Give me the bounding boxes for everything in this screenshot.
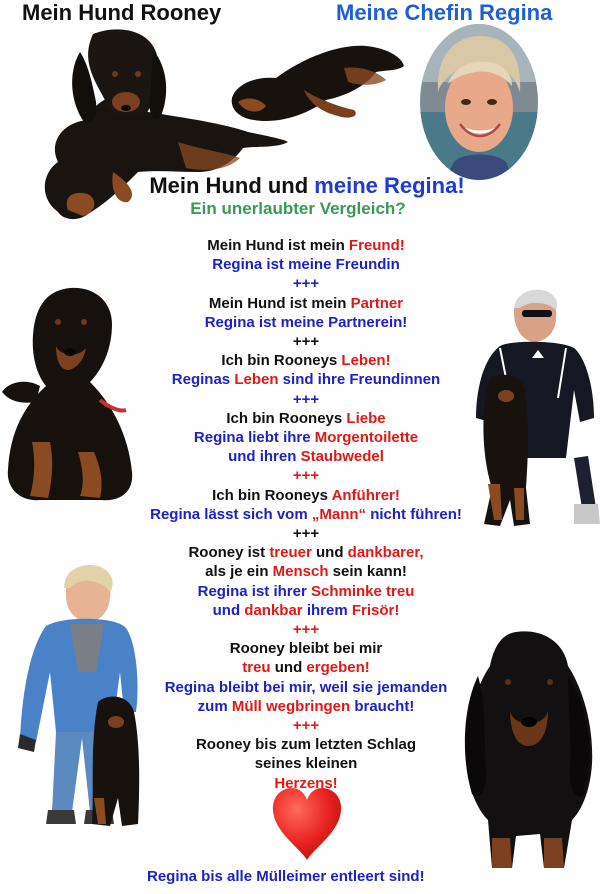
poem-line xyxy=(0,562,600,581)
poem-segment: und xyxy=(212,601,245,619)
poem-segment: +++ xyxy=(292,621,320,639)
poem-segment: Regina ist meine Freundin xyxy=(212,256,400,274)
poem-line xyxy=(0,236,600,255)
poem-segment: sein kann! xyxy=(328,563,407,581)
poem-segment: Liebe xyxy=(346,409,386,427)
poem-line xyxy=(0,658,600,677)
poem-segment: dankbar xyxy=(244,601,303,619)
poem-line xyxy=(0,486,600,505)
poem-segment: Rooney bleibt bei mir xyxy=(229,640,383,658)
poem-segment: Regina lässt sich vom xyxy=(150,505,312,523)
poem-segment: und xyxy=(311,544,348,562)
poem-segment: Ich bin Rooneys xyxy=(226,409,347,427)
poem-segment: Leben xyxy=(234,371,279,389)
poem-segment: Regina ist meine Partnerein! xyxy=(204,313,408,331)
poem-segment: Regina bleibt bei mir, weil sie jemanden xyxy=(164,678,448,696)
poem-segment: Mein Hund ist mein xyxy=(208,294,351,312)
poem-segment: Ich bin Rooneys xyxy=(221,352,342,370)
header-right-title: Meine Chefin Regina xyxy=(336,0,553,25)
poem-segment: +++ xyxy=(292,467,320,485)
poem-segment: Partner xyxy=(350,294,404,312)
poem-segment: Mein Hund ist mein xyxy=(207,237,349,254)
poem-line xyxy=(0,409,600,428)
poem-line xyxy=(0,697,600,716)
poem-segment: Regina ist ihrer xyxy=(197,582,311,600)
red-heart-icon xyxy=(270,786,344,862)
poem-line xyxy=(0,774,600,793)
poem-segment: ergeben! xyxy=(306,659,370,677)
poem-segment: dankbarer, xyxy=(347,544,424,562)
subtitle: Ein unerlaubter Vergleich? xyxy=(190,199,406,218)
poem-line xyxy=(0,274,600,293)
poem-segment: Mensch xyxy=(272,563,329,581)
poem-line xyxy=(0,370,600,389)
poem-segment: „Mann“ xyxy=(311,505,367,523)
poem-line xyxy=(0,351,600,370)
poem-line xyxy=(0,639,600,658)
poem-line xyxy=(0,505,600,524)
poem-segment: seines kleinen xyxy=(254,755,358,773)
setter-dog-sleeping-photo xyxy=(226,26,408,126)
poem-segment: und ihren xyxy=(228,448,301,466)
poem-line xyxy=(0,447,600,466)
regina-portrait-photo xyxy=(418,22,540,182)
poem-segment: nicht führen! xyxy=(366,505,462,523)
poem-segment: als je ein xyxy=(205,563,273,581)
poem-line xyxy=(0,735,600,754)
poem-segment: Staubwedel xyxy=(300,448,384,466)
poem-segment: Regina liebt ihre xyxy=(193,429,315,447)
poem-line xyxy=(0,678,600,697)
poem-line xyxy=(0,390,600,409)
poem-line xyxy=(0,754,600,773)
poem-line xyxy=(0,601,600,620)
main-title xyxy=(0,173,600,199)
poem-segment: treuer xyxy=(269,544,312,562)
poem-text xyxy=(0,236,600,793)
poem-segment: zum xyxy=(197,697,232,715)
poem-segment: und xyxy=(270,659,307,677)
main-title-part2: meine Regina! xyxy=(314,173,465,198)
poem-line xyxy=(0,543,600,562)
poem-segment: Freund! xyxy=(348,237,405,254)
poem-segment: ihrem xyxy=(302,601,352,619)
poem-segment: +++ xyxy=(292,525,320,543)
poem-line xyxy=(0,466,600,485)
poem-segment: treu xyxy=(242,659,271,677)
main-title-part1: Mein Hund und xyxy=(149,173,315,198)
poem-segment: Herzens! xyxy=(274,774,338,792)
poem-line xyxy=(0,255,600,274)
poem-segment: Morgentoilette xyxy=(314,429,419,447)
poem-segment: +++ xyxy=(292,390,320,408)
poem-segment: Schminke treu xyxy=(311,582,415,600)
poem-segment: Müll wegbringen xyxy=(231,697,351,715)
poem-segment: Frisör! xyxy=(351,601,400,619)
footer-line: Regina bis alle Mülleimer entleert sind! xyxy=(147,868,425,885)
poem-segment: Reginas xyxy=(171,371,235,389)
poem-segment: +++ xyxy=(292,717,320,735)
poem-line xyxy=(0,582,600,601)
poem-line xyxy=(0,332,600,351)
poem-line xyxy=(0,620,600,639)
poem-segment: Rooney ist xyxy=(188,544,270,562)
poem-segment: braucht! xyxy=(350,697,415,715)
poem-segment: +++ xyxy=(292,275,320,293)
poem-line xyxy=(0,294,600,313)
poem-segment: Rooney bis zum letzten Schlag xyxy=(195,736,417,754)
poem-line xyxy=(0,313,600,332)
poem-segment: Anführer! xyxy=(331,486,400,504)
poem-segment: +++ xyxy=(292,333,320,351)
poem-line xyxy=(0,716,600,735)
poem-line xyxy=(0,428,600,447)
poem-segment: Leben! xyxy=(341,352,391,370)
poem-segment: sind ihre Freundinnen xyxy=(278,371,441,389)
poem-line xyxy=(0,524,600,543)
poem-segment: Ich bin Rooneys xyxy=(212,486,332,504)
header-left-title: Mein Hund Rooney xyxy=(22,0,222,25)
